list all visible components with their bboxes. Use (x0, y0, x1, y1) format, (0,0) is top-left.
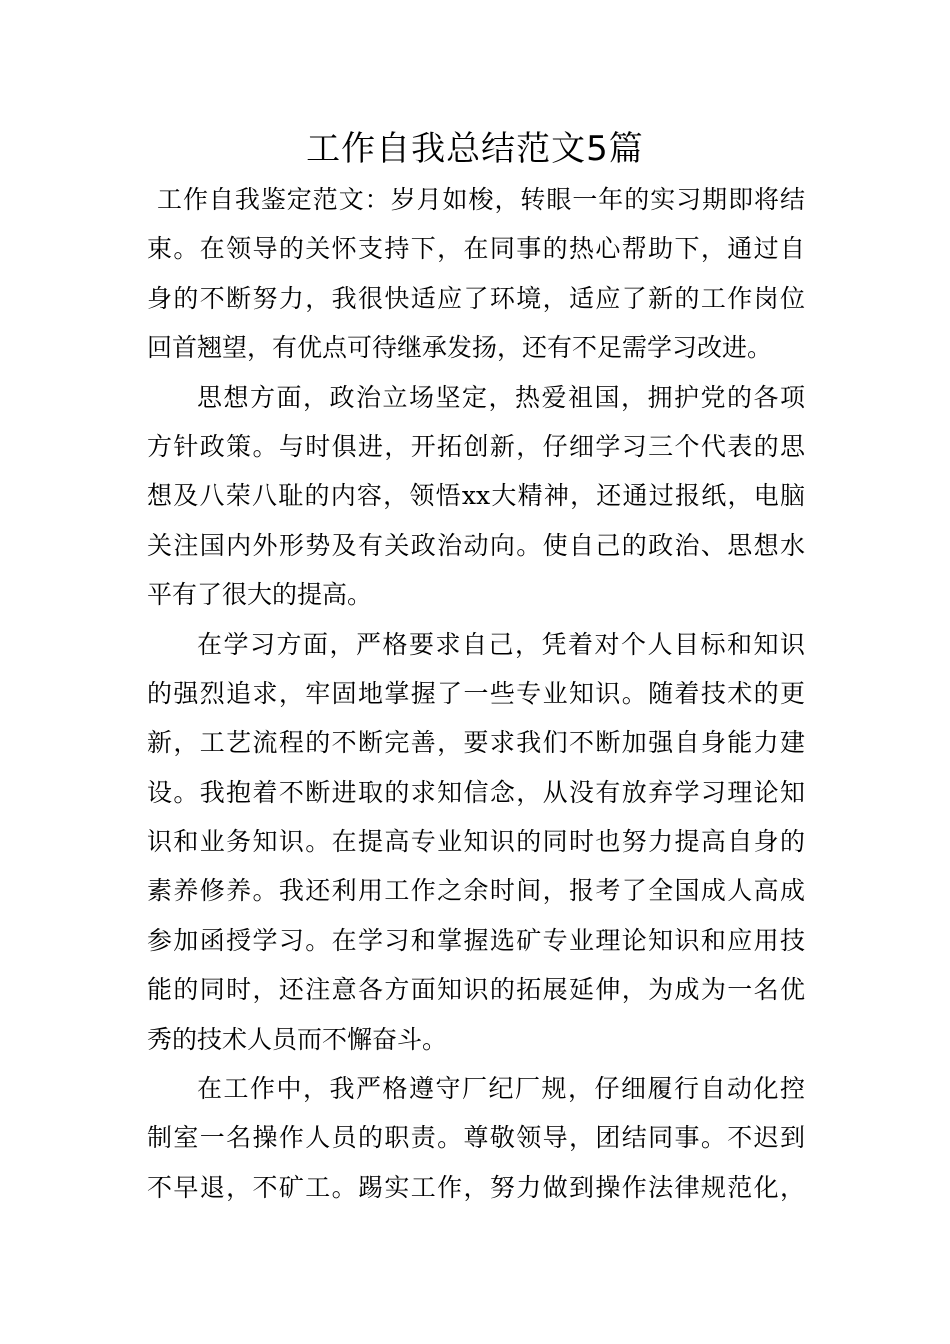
text-line: 在工作中，我严格遵守厂纪厂规，仔细履行自动化控 (197, 1074, 805, 1104)
text-line: 束。在领导的关怀支持下，在同事的热心帮助下，通过自 (147, 234, 805, 264)
text-line: 秀的技术人员而不懈奋斗。 (147, 1024, 448, 1054)
text-line: 思想方面，政治立场坚定，热爱祖国，拥护党的各项 (197, 382, 805, 412)
text-line: 在学习方面，严格要求自己，凭着对个人目标和知识 (197, 629, 805, 659)
text-line: 制室一名操作人员的职责。尊敬领导，团结同事。不迟到 (147, 1123, 805, 1153)
text-line: 能的同时，还注意各方面知识的拓展延伸，为成为一名优 (147, 975, 805, 1005)
paragraph-4 (147, 1064, 805, 1212)
text-line: 平有了很大的提高。 (147, 580, 373, 610)
text-line: 不早退，不矿工。踢实工作，努力做到操作法律规范化， (147, 1172, 805, 1202)
text-line: 想及八荣八耻的内容，领悟xx大精神，还通过报纸，电脑 (147, 481, 805, 511)
text-line: 工作自我鉴定范文：岁月如梭，转眼一年的实习期即将结 (157, 185, 805, 214)
text-line: 关注国内外形势及有关政治动向。使自己的政治、思想水 (147, 530, 805, 560)
text-line: 身的不断努力，我很快适应了环境，适应了新的工作岗位 (147, 283, 805, 313)
text-line: 参加函授学习。在学习和掌握选矿专业理论知识和应用技 (147, 925, 805, 955)
text-line: 新，工艺流程的不断完善，要求我们不断加强自身能力建 (147, 728, 805, 758)
paragraph-3 (147, 620, 805, 1065)
paragraph-2 (147, 373, 805, 620)
text-line: 识和业务知识。在提高专业知识的同时也努力提高自身的 (147, 827, 805, 857)
text-line: 的强烈追求，牢固地掌握了一些专业知识。随着技术的更 (147, 678, 805, 708)
text-line: 素养修养。我还利用工作之余时间，报考了全国成人高成 (147, 876, 805, 906)
text-line: 设。我抱着不断进取的求知信念，从没有放弃学习理论知 (147, 777, 805, 807)
document-title: 工作自我总结范文5篇 (306, 129, 644, 169)
text-line: 回首翘望，有优点可待继承发扬，还有不足需学习改进。 (147, 333, 773, 363)
paragraph-1 (147, 175, 805, 373)
document-body (147, 175, 805, 1212)
text-line: 方针政策。与时俱进，开拓创新，仔细学习三个代表的思 (147, 431, 805, 461)
